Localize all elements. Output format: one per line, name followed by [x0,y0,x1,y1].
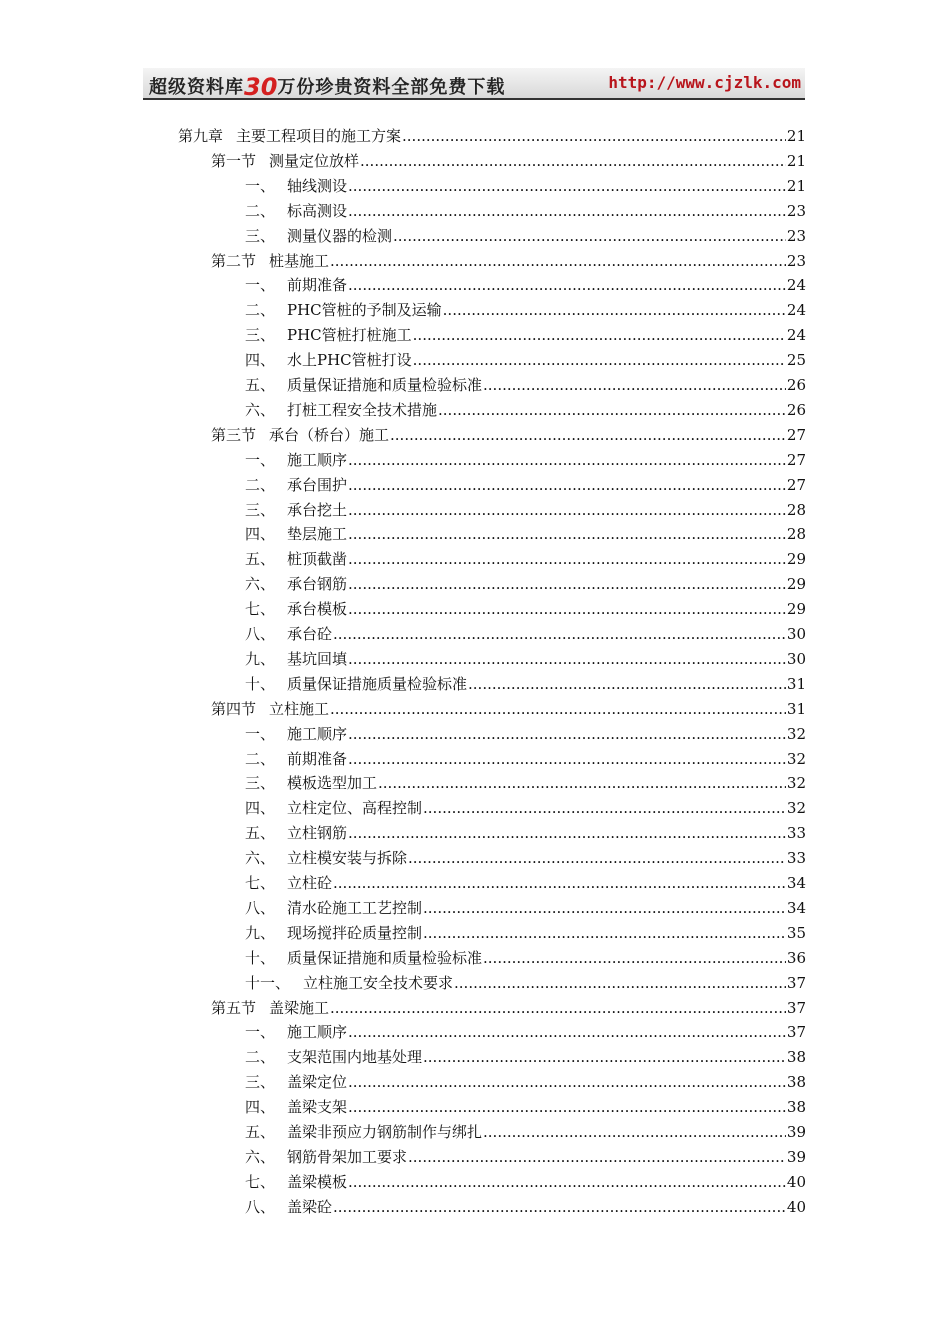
toc-entry-title: 立柱施工安全技术要求 [303,973,454,992]
toc-entry-number: 四、 [245,351,276,370]
toc-entry-title: 钢筋骨架加工要求 [287,1147,408,1166]
toc-leader-dots [348,821,786,846]
toc-entry[interactable] [245,1120,806,1145]
toc-entry[interactable] [245,597,806,622]
toc-entry-title: 前期准备 [287,276,348,295]
toc-entry[interactable] [245,224,806,249]
toc-entry-title: 盖梁非预应力钢筋制作与绑扎 [287,1123,483,1141]
toc-entry-page: 36 [786,948,806,967]
toc-entry-title: 盖梁定位 [287,1073,348,1092]
toc-entry[interactable] [245,1045,806,1070]
toc-entry[interactable] [245,1020,806,1045]
toc-entry-number: 四、 [245,799,276,818]
toc-entry-number: 二、 [245,201,276,220]
toc-leader-dots [423,796,786,821]
toc-entry[interactable] [245,273,806,298]
toc-leader-dots [423,921,786,946]
toc-entry-page: 27 [786,475,806,494]
toc-entry-page: 32 [786,799,806,818]
toc-entry[interactable] [245,747,806,772]
toc-entry-page: 24 [786,326,806,345]
toc-entry-title: 清水砼施工工艺控制 [287,898,423,917]
toc-entry-page: 33 [786,824,806,843]
toc-entry[interactable] [245,821,806,846]
toc-leader-dots [408,1145,786,1170]
toc-entry-title: 盖梁施工 [269,998,330,1017]
toc-leader-dots [348,547,786,572]
toc-entry-title: 桩顶截凿 [287,550,348,569]
toc-entry[interactable] [211,423,806,448]
toc-entry-number: 第二节 [211,251,257,270]
toc-entry[interactable] [245,323,806,348]
toc-entry-page: 21 [786,127,806,145]
toc-entry-title: 打桩工程安全技术措施 [287,400,438,419]
toc-entry-number: 十、 [245,674,276,693]
toc-entry-number: 五、 [245,1123,276,1141]
toc-entry-page: 21 [786,176,806,195]
toc-entry-title: 立柱施工 [269,699,330,718]
toc-entry[interactable] [245,1170,806,1195]
toc-entry[interactable] [245,672,806,697]
toc-entry-number: 三、 [245,226,276,245]
toc-entry-number: 三、 [245,774,276,793]
toc-entry-number: 一、 [245,176,276,195]
toc-entry-page: 29 [786,575,806,594]
toc-entry-number: 六、 [245,575,276,594]
toc-leader-dots [348,572,786,597]
toc-leader-dots [483,373,786,398]
toc-entry[interactable] [245,622,806,647]
toc-entry-page: 33 [786,849,806,868]
toc-entry[interactable] [245,871,806,896]
toc-entry-page: 32 [786,724,806,743]
toc-entry-title: 质量保证措施质量检验标准 [287,674,468,693]
toc-leader-dots [454,971,786,996]
toc-entry-page: 21 [786,151,806,170]
toc-entry[interactable] [245,971,806,996]
toc-entry-number: 第四节 [211,699,257,718]
toc-entry-number: 五、 [245,550,276,569]
toc-entry-page: 37 [786,1023,806,1042]
toc-entry[interactable] [245,174,806,199]
toc-entry-number: 八、 [245,1197,276,1216]
toc-leader-dots [348,1095,786,1120]
toc-entry[interactable] [245,1145,806,1170]
toc-entry-page: 34 [786,874,806,892]
toc-entry[interactable] [245,473,806,498]
toc-entry-page: 26 [786,400,806,419]
toc-entry-title: 立柱砼 [287,874,333,892]
toc-leader-dots [423,1045,786,1070]
toc-entry[interactable] [245,298,806,323]
toc-entry-title: 轴线测设 [287,176,348,195]
toc-leader-dots [438,398,786,423]
toc-entry-title: 承台模板 [287,600,348,619]
toc-entry-title: 盖梁模板 [287,1172,348,1191]
toc-entry[interactable] [245,647,806,672]
toc-entry[interactable] [245,722,806,747]
toc-entry-page: 38 [786,1098,806,1117]
toc-entry-title: 承台挖土 [287,500,348,519]
toc-entry-title: 水上PHC管桩打设 [287,351,412,370]
toc-entry-number: 一、 [245,724,276,743]
toc-leader-dots [360,149,786,174]
toc-entry-number: 二、 [245,475,276,494]
toc-entry-page: 40 [786,1197,806,1216]
toc-entry-title: 现场搅拌砼质量控制 [287,923,423,942]
toc-entry-title: 承台砼 [287,625,333,643]
toc-entry-number: 二、 [245,301,276,320]
toc-entry-page: 29 [786,600,806,619]
toc-entry-page: 28 [786,525,806,544]
toc-entry-number: 八、 [245,625,276,643]
toc-entry-number: 第三节 [211,425,257,444]
toc-leader-dots [348,722,786,747]
toc-entry-page: 32 [786,749,806,768]
toc-entry[interactable] [245,398,806,423]
toc-entry-page: 27 [786,450,806,469]
toc-entry-page: 31 [786,674,806,693]
toc-entry-title: 主要工程项目的施工方案 [236,127,402,145]
toc-leader-dots [402,124,786,149]
toc-entry-title: 质量保证措施和质量检验标准 [287,376,483,394]
toc-entry-page: 39 [786,1123,806,1141]
toc-entry-number: 十、 [245,948,276,967]
toc-entry-title: PHC管桩打桩施工 [287,326,412,345]
toc-leader-dots [333,1195,786,1220]
toc-entry-title: 桩基施工 [269,251,330,270]
toc-entry[interactable] [211,697,806,722]
toc-entry-page: 28 [786,500,806,519]
toc-entry[interactable] [245,921,806,946]
site-banner [143,68,805,100]
toc-entry[interactable] [245,1195,806,1220]
toc-entry-page: 24 [786,301,806,320]
toc-leader-dots [333,871,786,896]
toc-entry-number: 五、 [245,376,276,394]
toc-entry[interactable] [245,896,806,921]
toc-entry-title: 施工顺序 [287,1023,348,1042]
toc-entry[interactable] [245,1070,806,1095]
toc-leader-dots [348,448,786,473]
toc-leader-dots [333,622,786,647]
toc-leader-dots [348,273,786,298]
banner-url[interactable]: http://www.cjzlk.com [608,73,801,92]
toc-entry-number: 四、 [245,525,276,544]
toc-entry-title: 基坑回填 [287,649,348,668]
toc-entry-page: 38 [786,1073,806,1092]
toc-entry-title: 盖梁砼 [287,1197,333,1216]
toc-entry-number: 一、 [245,450,276,469]
toc-entry-number: 四、 [245,1098,276,1117]
toc-entry-number: 三、 [245,500,276,519]
toc-entry-page: 37 [786,973,806,992]
toc-entry-page: 30 [786,649,806,668]
banner-slogan [149,71,505,99]
banner-slogan-part2: 万份珍贵资料全部免费下载 [277,77,506,98]
toc-leader-dots [348,647,786,672]
toc-entry-title: 盖梁支架 [287,1098,348,1117]
toc-entry-page: 23 [786,226,806,245]
toc-entry-title: 立柱钢筋 [287,824,348,843]
banner-slogan-part1: 超级资料库 [149,77,244,98]
toc-entry-page: 39 [786,1147,806,1166]
toc-entry[interactable] [245,796,806,821]
toc-entry-number: 六、 [245,1147,276,1166]
toc-entry-number: 九、 [245,649,276,668]
toc-entry-number: 三、 [245,1073,276,1092]
toc-entry-number: 第五节 [211,998,257,1017]
toc-entry-page: 32 [786,774,806,793]
toc-entry-title: 测量仪器的检测 [287,226,393,245]
toc-entry-title: 承台围护 [287,475,348,494]
toc-entry[interactable] [178,124,806,149]
toc-entry-page: 31 [786,699,806,718]
toc-entry-number: 七、 [245,600,276,619]
toc-leader-dots [330,697,786,722]
toc-leader-dots [348,199,786,224]
toc-entry-title: 承台（桥台）施工 [269,425,390,444]
toc-entry[interactable] [211,996,806,1021]
toc-entry-title: 立柱定位、高程控制 [287,799,423,818]
toc-leader-dots [423,896,786,921]
toc-entry[interactable] [245,946,806,971]
toc-entry[interactable] [245,1095,806,1120]
toc-leader-dots [483,1120,786,1145]
toc-entry-number: 一、 [245,276,276,295]
toc-entry-number: 二、 [245,1048,276,1067]
toc-entry[interactable] [245,522,806,547]
toc-entry[interactable] [245,846,806,871]
toc-entry-title: 前期准备 [287,749,348,768]
toc-entry-title: 模板选型加工 [287,774,378,793]
toc-leader-dots [378,771,786,796]
toc-entry-number: 六、 [245,400,276,419]
banner-number: 30 [244,73,278,101]
toc-leader-dots [468,672,786,697]
toc-entry-page: 38 [786,1048,806,1067]
toc-leader-dots [348,1070,786,1095]
toc-entry-page: 27 [786,425,806,444]
toc-entry-number: 十一、 [245,973,291,992]
toc-entry[interactable] [245,771,806,796]
toc-entry-number: 三、 [245,326,276,345]
toc-leader-dots [348,1020,786,1045]
toc-entry-page: 29 [786,550,806,569]
toc-entry-title: 支架范围内地基处理 [287,1048,423,1067]
toc-leader-dots [393,224,786,249]
toc-entry-page: 26 [786,376,806,394]
toc-entry-title: 垫层施工 [287,525,348,544]
toc-entry-title: 立柱模安装与拆除 [287,849,408,868]
toc-entry-title: 承台钢筋 [287,575,348,594]
toc-leader-dots [390,423,786,448]
toc-entry-page: 30 [786,625,806,643]
toc-leader-dots [330,996,786,1021]
toc-entry[interactable] [245,547,806,572]
toc-entry-number: 一、 [245,1023,276,1042]
toc-entry-title: 施工顺序 [287,724,348,743]
toc-entry-page: 37 [786,998,806,1017]
toc-entry-number: 七、 [245,874,276,892]
toc-entry-number: 八、 [245,898,276,917]
toc-entry-number: 第一节 [211,151,257,170]
toc-entry-number: 七、 [245,1172,276,1191]
toc-leader-dots [413,323,786,348]
toc-leader-dots [348,174,786,199]
toc-entry-page: 24 [786,276,806,295]
toc-leader-dots [413,348,786,373]
toc-entry[interactable] [211,149,806,174]
toc-leader-dots [348,747,786,772]
toc-leader-dots [348,498,786,523]
toc-entry[interactable] [245,498,806,523]
toc-entry[interactable] [245,373,806,398]
toc-entry-number: 五、 [245,824,276,843]
toc-leader-dots [348,473,786,498]
toc-entry-title: 测量定位放样 [269,151,360,170]
toc-entry[interactable] [245,448,806,473]
toc-entry-title: 标高测设 [287,201,348,220]
toc-entry-title: 施工顺序 [287,450,348,469]
toc-entry-number: 六、 [245,849,276,868]
toc-entry-number: 第九章 [178,127,224,145]
toc-leader-dots [483,946,786,971]
toc-entry-page: 35 [786,923,806,942]
toc-entry-number: 二、 [245,749,276,768]
toc-leader-dots [330,249,786,274]
toc-entry-title: PHC管桩的予制及运输 [287,301,442,320]
toc-entry-page: 23 [786,251,806,270]
toc-entry[interactable] [245,348,806,373]
toc-entry-page: 34 [786,898,806,917]
toc-leader-dots [348,1170,786,1195]
toc-entry-page: 25 [786,351,806,370]
toc-leader-dots [348,522,786,547]
toc-entry-page: 40 [786,1172,806,1191]
toc-leader-dots [348,597,786,622]
toc-entry-page: 23 [786,201,806,220]
toc-entry[interactable] [245,199,806,224]
toc-leader-dots [443,298,786,323]
toc-entry-number: 九、 [245,923,276,942]
toc-leader-dots [408,846,786,871]
toc-entry[interactable] [211,249,806,274]
toc-entry[interactable] [245,572,806,597]
toc-entry-title: 质量保证措施和质量检验标准 [287,948,483,967]
